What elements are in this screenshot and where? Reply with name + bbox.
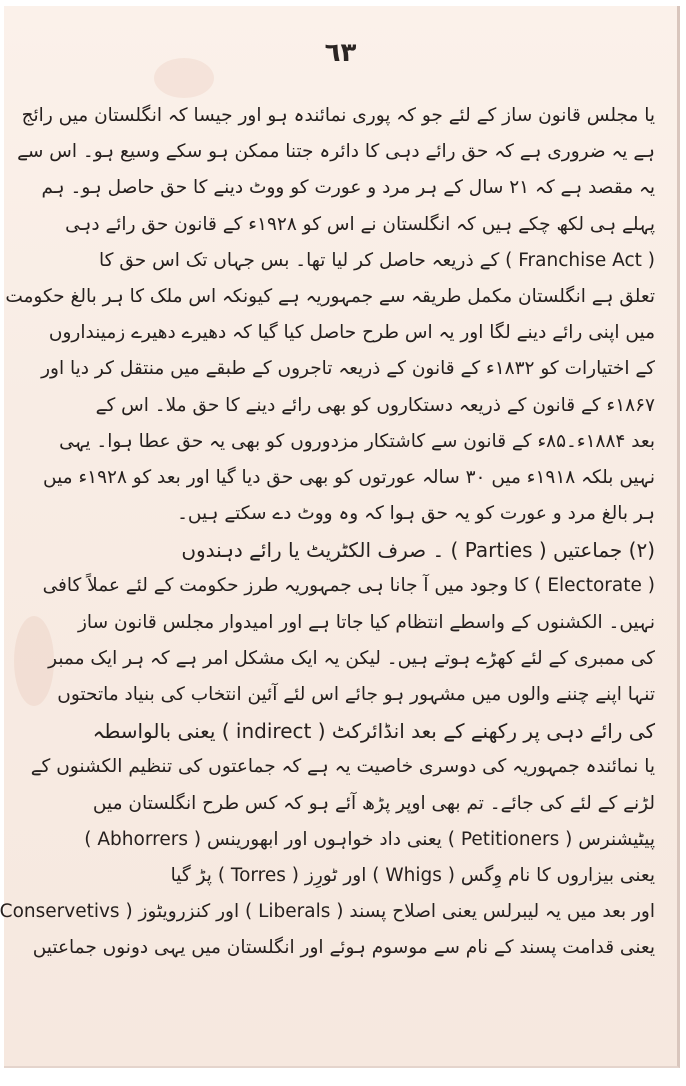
text-line: یعنی قدامت پسند کے نام سے موسوم ہوئے اور انگلستان میں یہی دونوں جماعتیں [32, 937, 655, 959]
text-line: میں اپنی رائے دینے لگا اور یہ اس طرح حاصل کیا گیا کہ دھیرے دھیرے زمینداروں [48, 322, 655, 344]
text-line: پیٹیشنرس ( Petitioners ) یعنی داد خواہوں اور ابھورینس ( Abhorrers ) [84, 828, 655, 850]
page-number: ٦٣ [324, 38, 357, 68]
text-line: یا نمائندہ جمہوریہ کی دوسری خاصیت یہ ہے کہ جماعتوں کی تنظیم الکشنوں کے [30, 756, 655, 778]
text-line: لڑنے کے لئے کی جائے۔ تم بھی اوپر پڑھ آئے ہو کہ کس طرح انگلستان میں [92, 792, 655, 814]
text-line: نہیں بلکہ ۱۹۱۸ء میں ۳۰ سالہ عورتوں کو بھی حق دیا گیا اور بعد کو ۱۹۲۸ء میں [43, 466, 655, 488]
text-line: یہ مقصد ہے کہ ۲۱ سال کے ہر مرد و عورت کو ووٹ دینے کا حق حاصل ہو۔ ہم [41, 177, 655, 199]
body-text [0, 98, 655, 967]
text-line: پہلے ہی لکھ چکے ہیں کہ انگلستان نے اس کو ۱۹۲۸ء کے قانون حق رائے دہی [65, 213, 655, 235]
text-line: کی رائے دہی پر رکھنے کے بعد انڈائرکٹ ( indirect ) یعنی بالواسطہ [92, 719, 655, 744]
section-heading-line: (۲) جماعتیں ( Parties ) ۔ صرف الکٹریٹ یا رائے دہندوں [181, 538, 655, 563]
text-line: تنہا اپنے چننے والوں میں مشہور ہو جائے اس لئے آئین انتخاب کی بنیاد ماتحتوں [57, 684, 655, 705]
text-line: کی ممبری کے لئے کھڑے ہوتے ہیں۔ لیکن یہ ایک مشکل امر ہے کہ ہر ایک ممبر [48, 647, 655, 669]
text-line: تعلق ہے انگلستان مکمل طریقہ سے جمہوریہ ہے کیونکہ اس ملک کا ہر بالغ حکومت [5, 285, 655, 307]
text-line: ہے یہ ضروری ہے کہ حق رائے دہی کا دائرہ جتنا ممکن ہو سکے وسیع ہو۔ اس سے [17, 141, 655, 163]
text-line: ( Franchise Act ) کے ذریعہ حاصل کر لیا تھا۔ بس جہاں تک اس حق کا [99, 249, 655, 271]
text-line: ہر بالغ مرد و عورت کو یہ حق ہوا کہ وہ ووٹ دے سکتے ہیں۔ [177, 503, 655, 525]
text-line: نہیں۔ الکشنوں کے واسطے انتظام کیا جاتا ہے اور امیدوار مجلس قانون ساز [78, 611, 655, 633]
text-line: اور بعد میں یہ لیبرلس یعنی اصلاح پسند ( Liberals ) اور کنزرویٹوز ( Conservetivs [0, 901, 655, 923]
text-line: کے اختیارات کو ۱۸۳۲ء کے قانون کے ذریعہ تاجروں کے طبقے میں منتقل کر دیا اور [41, 358, 655, 380]
scanned-page [0, 6, 680, 1068]
text-line: یعنی بیزاروں کا نام وِگس ( Whigs ) اور ٹورِز ( Torres ) پڑ گیا [170, 864, 655, 886]
text-line: ( Electorate ) کا وجود میں آ جانا ہی جمہوریہ طرز حکومت کے لئے عملاً کافی [42, 575, 655, 597]
text-line: یا مجلس قانون ساز کے لئے جو کہ پوری نمائندہ ہو اور جیسا کہ انگلستان میں رائج [21, 105, 655, 126]
text-line: بعد ۱۸۸۴ء۔۸۵ء کے قانون سے کاشتکار مزدوروں کو بھی یہ حق عطا ہوا۔ یہی [59, 430, 655, 452]
text-line: ۱۸۶۷ء کے قانون کے ذریعہ دستکاروں کو بھی رائے دینے کا حق ملا۔ اس کے [95, 394, 655, 416]
